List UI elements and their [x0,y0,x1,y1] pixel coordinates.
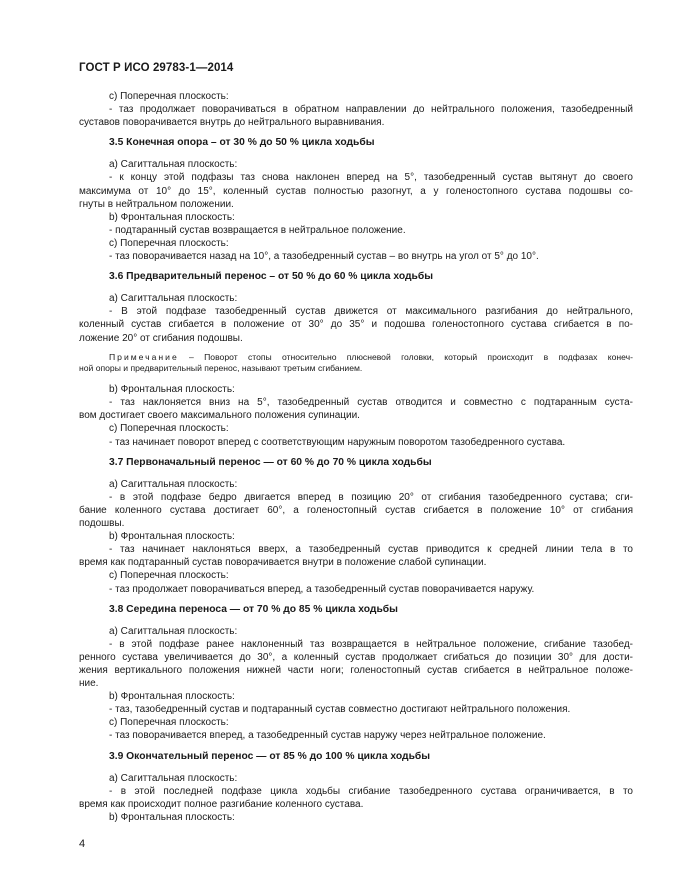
subsection-label: а) Сагиттальная плоскость: [109,772,238,784]
paragraph-line: максимума от 10° до 15°, коленный сустав полностью разогнут, а у голеностопного сустава подошвы со- [79,185,633,197]
paragraph-line: - в этой подфазе ранее наклоненный таз возвращается в нейтральное положение, сгибание тазобед- [109,638,633,650]
paragraph-line: - таз начинает наклоняться вверх, а тазобедренный сустав приводится к средней линии тела в то [109,544,633,556]
paragraph-line: - таз, тазобедренный сустав и подтаранный сустав совместно достигают нейтрального положения. [109,704,571,716]
note-text: – Поворот стопы относительно плюсневой головки, который происходит в подфазах конеч- [178,351,633,362]
section-heading-3-6: 3.6 Предварительный перенос – от 50 % до 60 % цикла ходьбы [109,271,434,283]
subsection-label: с) Поперечная плоскость: [109,423,229,435]
subsection-label: b) Фронтальная плоскость: [109,691,235,703]
paragraph-line: - к концу этой подфазы таз снова наклонен вперед на 5°, тазобедренный сустав вытянут до своего [109,172,633,184]
paragraph-line: - таз наклоняется вниз на 5°, тазобедренный сустав отводится и совместно с подтаранным суста- [109,397,633,409]
subsection-label: с) Поперечная плоскость: [109,237,229,249]
section-heading-3-5: 3.5 Конечная опора – от 30 % до 50 % цикла ходьбы [109,137,375,149]
paragraph-line: - таз продолжает поворачиваться в обратном направлении до нейтрального положения, тазобедренный [109,104,633,116]
subsection-label: с) Поперечная плоскость: [109,570,229,582]
subsection-label: а) Сагиттальная плоскость: [109,293,238,305]
section-heading-3-9: 3.9 Окончательный перенос — от 85 % до 100 % цикла ходьбы [109,750,431,762]
paragraph-line: время как подтаранный сустав поворачивается внутри в положение слабой супинации. [79,557,487,569]
subsection-label: b) Фронтальная плоскость: [109,384,235,396]
paragraph-line: - в этой подфазе бедро двигается вперед в позицию 20° от сгибания тазобедренного сустава; сги- [109,491,633,503]
paragraph-line: - таз продолжает поворачиваться вперед, а тазобедренный сустав поворачивается наружу. [109,583,535,595]
paragraph-line: ложение 20° от сгибания подошвы. [79,332,243,344]
paragraph-line: вом достигает своего максимального положения супинации. [79,410,360,422]
paragraph-line: - таз поворачивается назад на 10°, а тазобедренный сустав – во внутрь на угол от 5° до 10°. [109,251,539,263]
note-label: Примечание [109,351,179,362]
subsection-label: а) Сагиттальная плоскость: [109,159,238,171]
subsection-label: b) Фронтальная плоскость: [109,531,235,543]
paragraph-line: время как происходит полное разгибание коленного сустава. [79,798,364,810]
page-header: ГОСТ Р ИСО 29783-1—2014 [79,62,234,74]
paragraph-line: суставов поворачивается внутрь до нейтрального выравнивания. [79,117,385,129]
paragraph-line: ние. [79,678,99,690]
section-heading-3-7: 3.7 Первоначальный перенос — от 60 % до 70 % цикла ходьбы [109,456,432,468]
note-block [79,352,633,375]
paragraph-line: - таз поворачивается вперед, а тазобедренный сустав наружу через нейтральное положение. [109,730,546,742]
paragraph-line: жения вертикального положения нижней части ноги; голеностопный сустав сгибается в нейтральное положе- [79,664,633,676]
subsection-label: b) Фронтальная плоскость: [109,211,235,223]
paragraph-line: - В этой подфазе тазобедренный сустав движется от максимального разгибания до нейтрального, [109,306,633,318]
paragraph-line: - в этой последней подфазе цикла ходьбы сгибание тазобедренного сустава ограничивается, в то [109,785,633,797]
subsection-label: с) Поперечная плоскость: [109,717,229,729]
note-text: ной опоры и предварительный перенос, называют третьим сгибанием. [79,362,363,373]
page-number: 4 [79,838,86,850]
section-heading-3-8: 3.8 Середина переноса — от 70 % до 85 % цикла ходьбы [109,603,398,615]
subsection-label: с) Поперечная плоскость: [109,91,229,102]
paragraph-line: коленный сустав сгибается в положение от 30° до 35° и подошва голеностопного сустава сгибается в по- [79,319,633,331]
paragraph-line: подошвы. [79,518,125,530]
subsection-label: b) Фронтальная плоскость: [109,811,235,823]
paragraph-line: ренного сустава увеличивается до 30°, а коленный сустав продолжает сгибаться до позиции 30° для дости- [79,651,633,663]
paragraph-line: - таз начинает поворот вперед с соответствующим наружным поворотом тазобедренного сустава. [109,436,566,448]
paragraph-line: бание коленного сустава достигает 60°, а голеностопный сустав сгибается в положение 10° от сгибания [79,504,633,516]
subsection-label: а) Сагиттальная плоскость: [109,625,238,637]
subsection-label: а) Сагиттальная плоскость: [109,478,238,490]
paragraph-line: - подтаранный сустав возвращается в нейтральное положение. [109,224,406,236]
document-body [79,90,633,824]
paragraph-line: гнуты в нейтральном положении. [79,198,234,210]
